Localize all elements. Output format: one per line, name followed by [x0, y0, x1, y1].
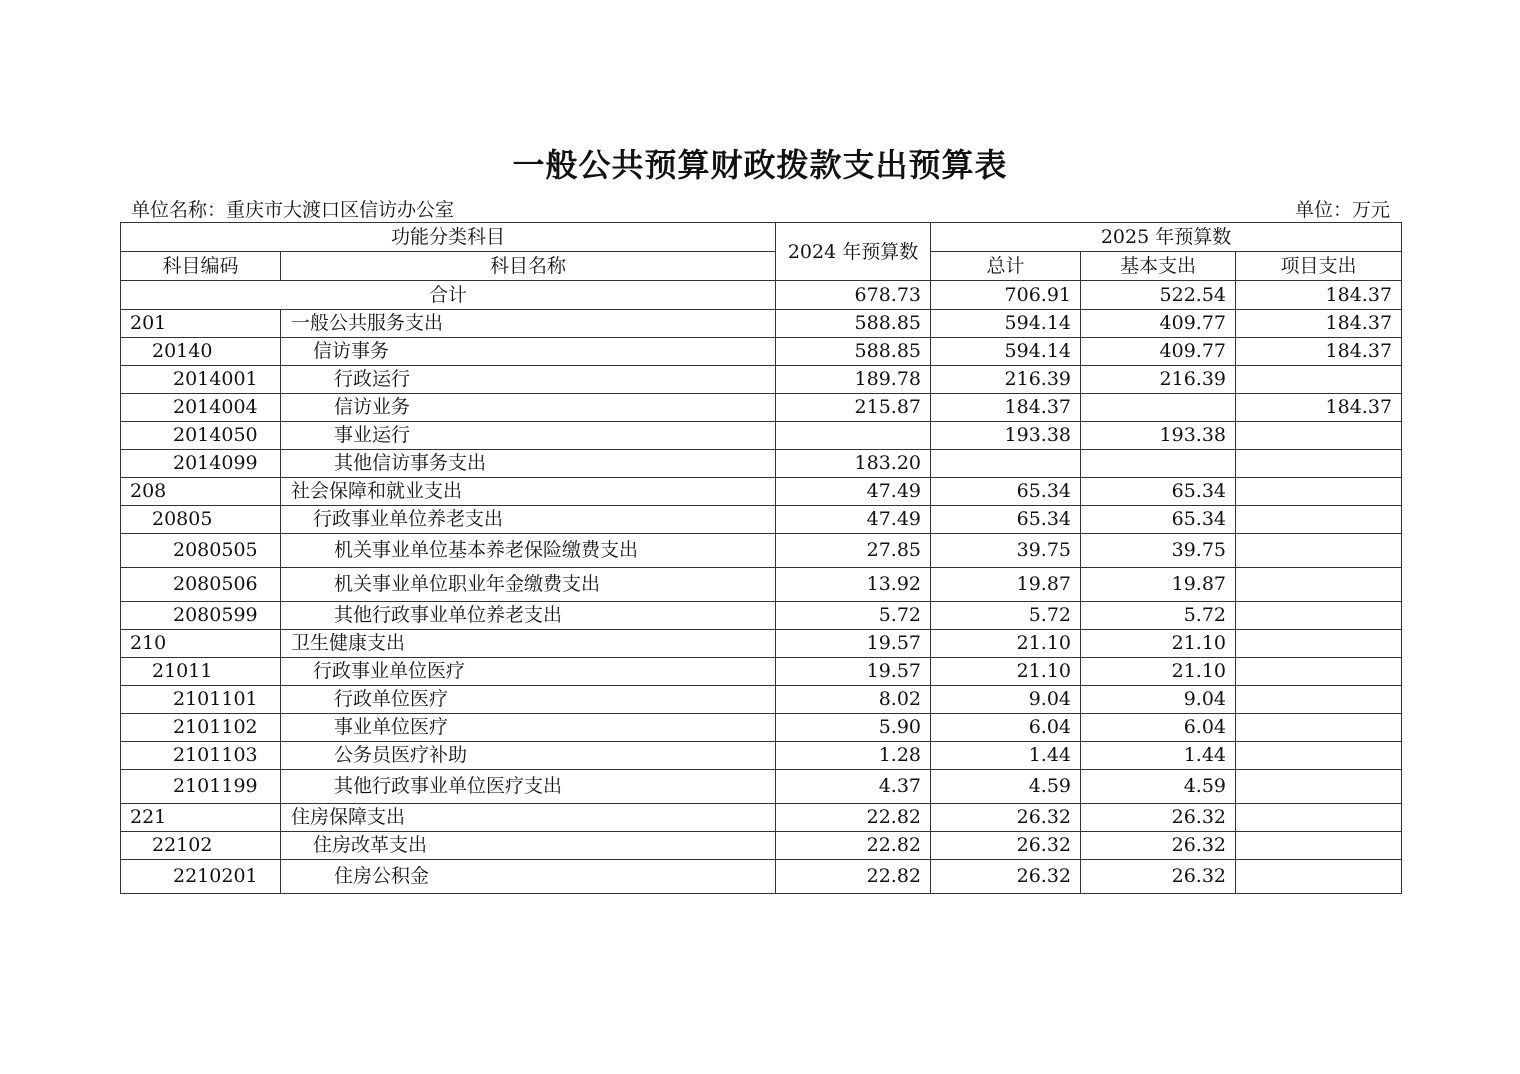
cell-b2024: 27.85	[776, 534, 931, 568]
table-row	[121, 770, 1402, 804]
cell-project	[1236, 450, 1402, 478]
cell-name: 机关事业单位职业年金缴费支出	[281, 568, 776, 602]
cell-total: 594.14	[931, 338, 1081, 366]
header-row-2	[121, 252, 1402, 281]
cell-name: 住房改革支出	[281, 832, 776, 860]
cell-code: 2080599	[121, 602, 281, 630]
header-total: 总计	[931, 252, 1081, 281]
cell-basic: 26.32	[1081, 860, 1236, 894]
cell-basic: 409.77	[1081, 338, 1236, 366]
cell-total: 65.34	[931, 478, 1081, 506]
cell-basic: 65.34	[1081, 478, 1236, 506]
header-basic: 基本支出	[1081, 252, 1236, 281]
cell-name: 事业单位医疗	[281, 714, 776, 742]
cell-b2024: 588.85	[776, 310, 931, 338]
cell-basic: 19.87	[1081, 568, 1236, 602]
table-row	[121, 534, 1402, 568]
cell-project	[1236, 478, 1402, 506]
table-row	[121, 366, 1402, 394]
cell-b2024: 22.82	[776, 860, 931, 894]
total-label: 合计	[121, 281, 776, 310]
cell-name: 公务员医疗补助	[281, 742, 776, 770]
unit-name: 单位名称：重庆市大渡口区信访办公室	[131, 199, 455, 221]
cell-name: 其他行政事业单位养老支出	[281, 602, 776, 630]
cell-basic: 65.34	[1081, 506, 1236, 534]
cell-total: 26.32	[931, 860, 1081, 894]
cell-code: 2210201	[121, 860, 281, 894]
cell-basic: 26.32	[1081, 832, 1236, 860]
table-row	[121, 338, 1402, 366]
table-row	[121, 450, 1402, 478]
cell-name: 行政事业单位养老支出	[281, 506, 776, 534]
table-row	[121, 742, 1402, 770]
header-project: 项目支出	[1236, 252, 1402, 281]
total-row	[121, 281, 1402, 310]
table-row	[121, 658, 1402, 686]
cell-name: 事业运行	[281, 422, 776, 450]
cell-b2024: 189.78	[776, 366, 931, 394]
cell-project	[1236, 832, 1402, 860]
table-row	[121, 714, 1402, 742]
cell-code: 2080505	[121, 534, 281, 568]
cell-b2024	[776, 422, 931, 450]
cell-project	[1236, 506, 1402, 534]
cell-total: 6.04	[931, 714, 1081, 742]
total-basic: 522.54	[1081, 281, 1236, 310]
cell-code: 221	[121, 804, 281, 832]
cell-name: 住房公积金	[281, 860, 776, 894]
cell-total: 26.32	[931, 804, 1081, 832]
total-project: 184.37	[1236, 281, 1402, 310]
cell-b2024: 22.82	[776, 804, 931, 832]
cell-basic: 39.75	[1081, 534, 1236, 568]
cell-b2024: 183.20	[776, 450, 931, 478]
cell-total: 39.75	[931, 534, 1081, 568]
cell-name: 住房保障支出	[281, 804, 776, 832]
cell-basic: 5.72	[1081, 602, 1236, 630]
table-row	[121, 630, 1402, 658]
cell-total: 21.10	[931, 630, 1081, 658]
cell-basic	[1081, 394, 1236, 422]
cell-total: 184.37	[931, 394, 1081, 422]
cell-name: 行政单位医疗	[281, 686, 776, 714]
cell-total: 1.44	[931, 742, 1081, 770]
table-row	[121, 478, 1402, 506]
cell-total: 4.59	[931, 770, 1081, 804]
cell-b2024: 47.49	[776, 506, 931, 534]
cell-project	[1236, 770, 1402, 804]
cell-basic: 409.77	[1081, 310, 1236, 338]
total-total: 706.91	[931, 281, 1081, 310]
cell-total: 65.34	[931, 506, 1081, 534]
header-row-1	[121, 223, 1402, 252]
cell-project	[1236, 860, 1402, 894]
cell-b2024: 8.02	[776, 686, 931, 714]
table-row	[121, 832, 1402, 860]
cell-project: 184.37	[1236, 338, 1402, 366]
cell-code: 20140	[121, 338, 281, 366]
cell-basic: 26.32	[1081, 804, 1236, 832]
cell-project	[1236, 602, 1402, 630]
cell-total	[931, 450, 1081, 478]
cell-basic	[1081, 450, 1236, 478]
cell-total: 5.72	[931, 602, 1081, 630]
table-row	[121, 310, 1402, 338]
cell-basic: 216.39	[1081, 366, 1236, 394]
cell-project	[1236, 630, 1402, 658]
table-row	[121, 602, 1402, 630]
header-budget-2024: 2024 年预算数	[776, 223, 931, 281]
table-row	[121, 686, 1402, 714]
cell-code: 2080506	[121, 568, 281, 602]
cell-total: 216.39	[931, 366, 1081, 394]
cell-project: 184.37	[1236, 394, 1402, 422]
cell-name: 卫生健康支出	[281, 630, 776, 658]
cell-code: 21011	[121, 658, 281, 686]
cell-project	[1236, 568, 1402, 602]
cell-b2024: 13.92	[776, 568, 931, 602]
cell-b2024: 1.28	[776, 742, 931, 770]
header-name: 科目名称	[281, 252, 776, 281]
cell-code: 201	[121, 310, 281, 338]
cell-code: 2014050	[121, 422, 281, 450]
page-title: 一般公共预算财政拨款支出预算表	[512, 146, 1008, 184]
cell-basic: 193.38	[1081, 422, 1236, 450]
cell-b2024: 19.57	[776, 658, 931, 686]
cell-total: 21.10	[931, 658, 1081, 686]
cell-name: 机关事业单位基本养老保险缴费支出	[281, 534, 776, 568]
cell-total: 594.14	[931, 310, 1081, 338]
cell-code: 2101103	[121, 742, 281, 770]
cell-code: 20805	[121, 506, 281, 534]
cell-code: 2014004	[121, 394, 281, 422]
cell-code: 208	[121, 478, 281, 506]
header-budget-2025: 2025 年预算数	[931, 223, 1402, 252]
cell-total: 9.04	[931, 686, 1081, 714]
cell-name: 其他信访事务支出	[281, 450, 776, 478]
cell-name: 行政事业单位医疗	[281, 658, 776, 686]
cell-project	[1236, 366, 1402, 394]
cell-basic: 9.04	[1081, 686, 1236, 714]
cell-b2024: 5.90	[776, 714, 931, 742]
header-code: 科目编码	[121, 252, 281, 281]
cell-project	[1236, 742, 1402, 770]
cell-code: 2014001	[121, 366, 281, 394]
cell-b2024: 588.85	[776, 338, 931, 366]
table-row	[121, 804, 1402, 832]
cell-project	[1236, 686, 1402, 714]
cell-b2024: 22.82	[776, 832, 931, 860]
table-row	[121, 394, 1402, 422]
cell-code: 2101101	[121, 686, 281, 714]
table-row	[121, 422, 1402, 450]
cell-total: 193.38	[931, 422, 1081, 450]
cell-code: 2014099	[121, 450, 281, 478]
unit-label: 单位：万元	[1294, 199, 1390, 221]
cell-name: 信访事务	[281, 338, 776, 366]
cell-code: 22102	[121, 832, 281, 860]
cell-code: 210	[121, 630, 281, 658]
total-b2024: 678.73	[776, 281, 931, 310]
cell-code: 2101102	[121, 714, 281, 742]
header-func-class: 功能分类科目	[121, 223, 776, 252]
cell-b2024: 19.57	[776, 630, 931, 658]
cell-project	[1236, 422, 1402, 450]
cell-project	[1236, 714, 1402, 742]
cell-name: 其他行政事业单位医疗支出	[281, 770, 776, 804]
cell-b2024: 215.87	[776, 394, 931, 422]
cell-b2024: 5.72	[776, 602, 931, 630]
cell-name: 一般公共服务支出	[281, 310, 776, 338]
table-row	[121, 568, 1402, 602]
cell-b2024: 4.37	[776, 770, 931, 804]
cell-b2024: 47.49	[776, 478, 931, 506]
cell-basic: 4.59	[1081, 770, 1236, 804]
budget-table	[120, 222, 1402, 894]
cell-total: 19.87	[931, 568, 1081, 602]
table-row	[121, 506, 1402, 534]
cell-basic: 21.10	[1081, 630, 1236, 658]
cell-project	[1236, 658, 1402, 686]
cell-name: 信访业务	[281, 394, 776, 422]
cell-project	[1236, 534, 1402, 568]
cell-basic: 1.44	[1081, 742, 1236, 770]
cell-project	[1236, 804, 1402, 832]
cell-code: 2101199	[121, 770, 281, 804]
cell-project: 184.37	[1236, 310, 1402, 338]
cell-basic: 6.04	[1081, 714, 1236, 742]
cell-name: 行政运行	[281, 366, 776, 394]
cell-name: 社会保障和就业支出	[281, 478, 776, 506]
table-row	[121, 860, 1402, 894]
cell-basic: 21.10	[1081, 658, 1236, 686]
cell-total: 26.32	[931, 832, 1081, 860]
